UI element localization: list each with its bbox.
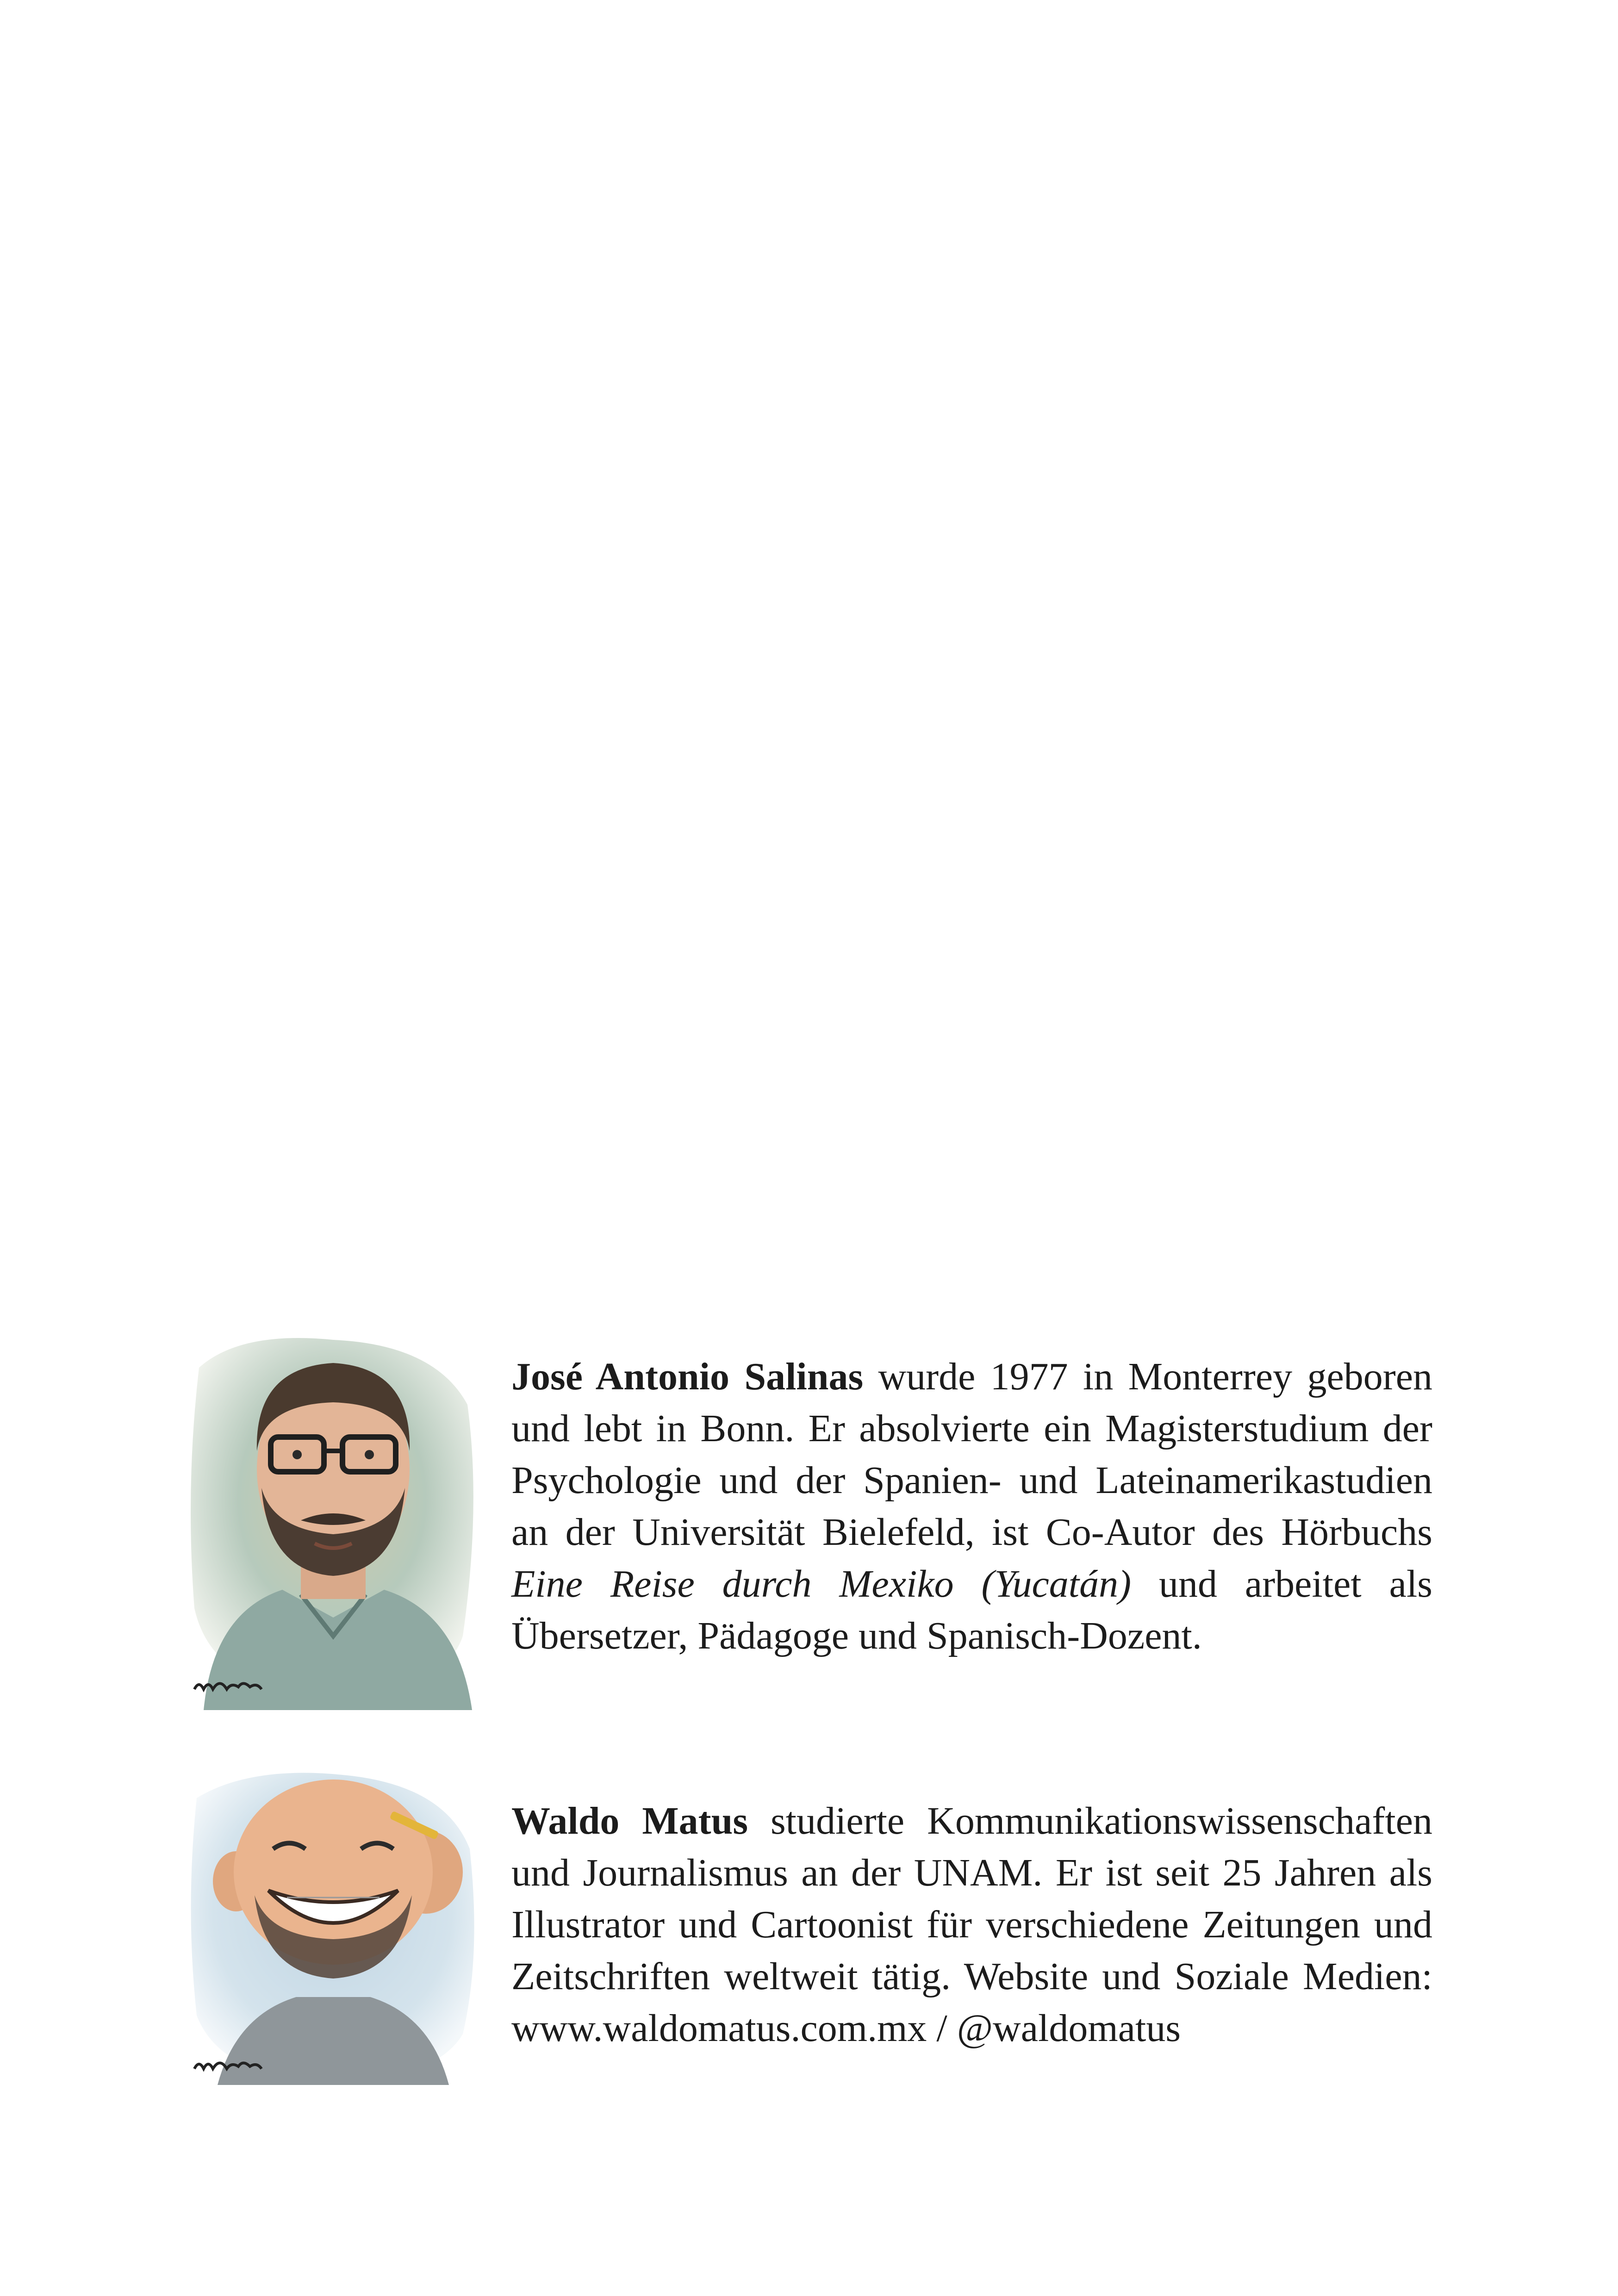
waldo-bio-part-1: studierte Kommunikationswissenschaften und Journalismus an der UNAM. Er ist seit 25 Jahren als Illustrator und Cartoonist für verschiedene Zeitungen und Zeitschriften weltweit tätig. Website und Soziale Medien: www.waldomatus.com.mx / @waldomatus	[511, 1799, 1432, 2050]
jose-bio-part-2: und arbeitet als Übersetzer, Pädagoge und Spanisch-Dozent.	[511, 1562, 1432, 1657]
caricature-portrait-icon	[185, 1312, 481, 1710]
jose-bio-text	[511, 1351, 1432, 1662]
waldo-bio-text	[511, 1795, 1432, 2054]
jose-bio-part-1: wurde 1977 in Monterrey geboren und lebt in Bonn. Er absolvierte ein Magisterstudium der Psychologie und der Spanien- und Lateinamerikastudien an der Universität Bielefeld, ist Co-Autor des Hörbuchs	[511, 1355, 1432, 1554]
caricature-portrait-icon	[185, 1756, 481, 2085]
jose-portrait-illustration	[185, 1312, 481, 1710]
waldo-name: Waldo Matus	[511, 1799, 748, 1842]
jose-name: José Antonio Salinas	[511, 1355, 864, 1398]
author-bio-waldo	[185, 1756, 1435, 2090]
jose-book-title: Eine Reise durch Mexiko (Yucatán)	[511, 1562, 1132, 1605]
waldo-portrait-illustration	[185, 1756, 481, 2085]
author-bio-jose	[185, 1312, 1435, 1710]
